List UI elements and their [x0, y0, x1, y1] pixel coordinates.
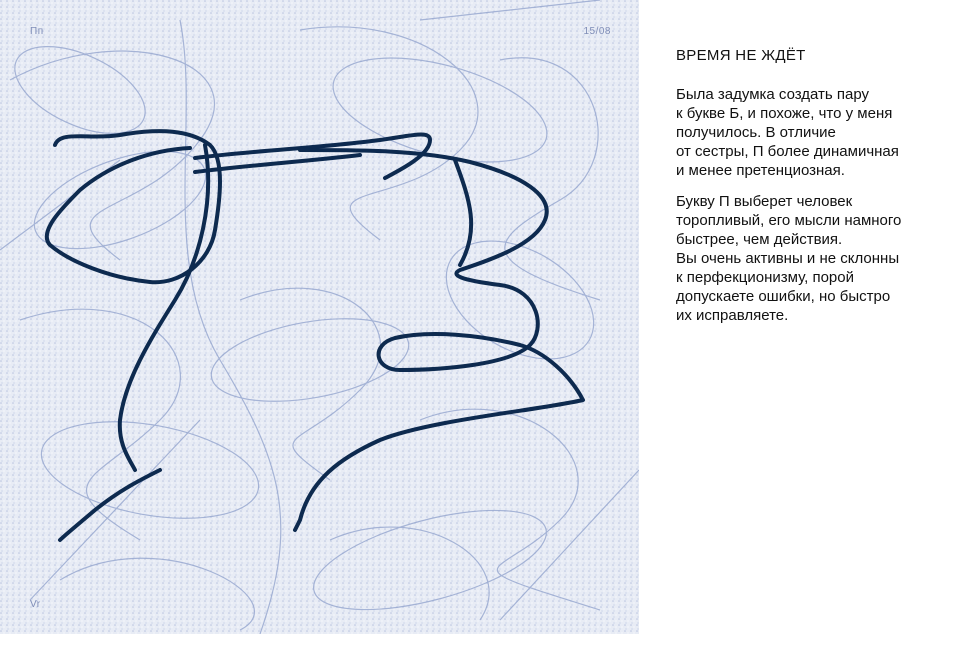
paragraph-2	[676, 192, 946, 325]
paragraph-line: Букву П выберет человек	[676, 193, 853, 210]
corner-label-bottom-left: Vr	[30, 599, 41, 610]
description-panel	[676, 46, 946, 337]
paragraph-line: их исправляете.	[676, 307, 789, 324]
paragraph-line: торопливый, его мысли намного	[676, 212, 902, 229]
paragraph-line: допускаете ошибки, но быстро	[676, 288, 891, 305]
paragraph-line: от сестры, П более динамичная	[676, 143, 899, 160]
corner-label-top-left: Пп	[30, 26, 44, 37]
paragraph-1	[676, 85, 946, 180]
paragraph-line: к перфекционизму, порой	[676, 269, 854, 286]
paragraph-line: Была задумка создать пару	[676, 86, 870, 103]
paragraph-line: и менее претенциозная.	[676, 162, 845, 179]
panel-title: ВРЕМЯ НЕ ЖДЁТ	[676, 47, 806, 64]
paragraph-line: получилось. В отличие	[676, 124, 836, 141]
paragraph-line: Вы очень активны и не склонны	[676, 250, 900, 267]
corner-label-top-right: 15/08	[583, 26, 611, 37]
paragraph-line: к букве Б, и похоже, что у меня	[676, 105, 893, 122]
paragraph-line: быстрее, чем действия.	[676, 231, 843, 248]
